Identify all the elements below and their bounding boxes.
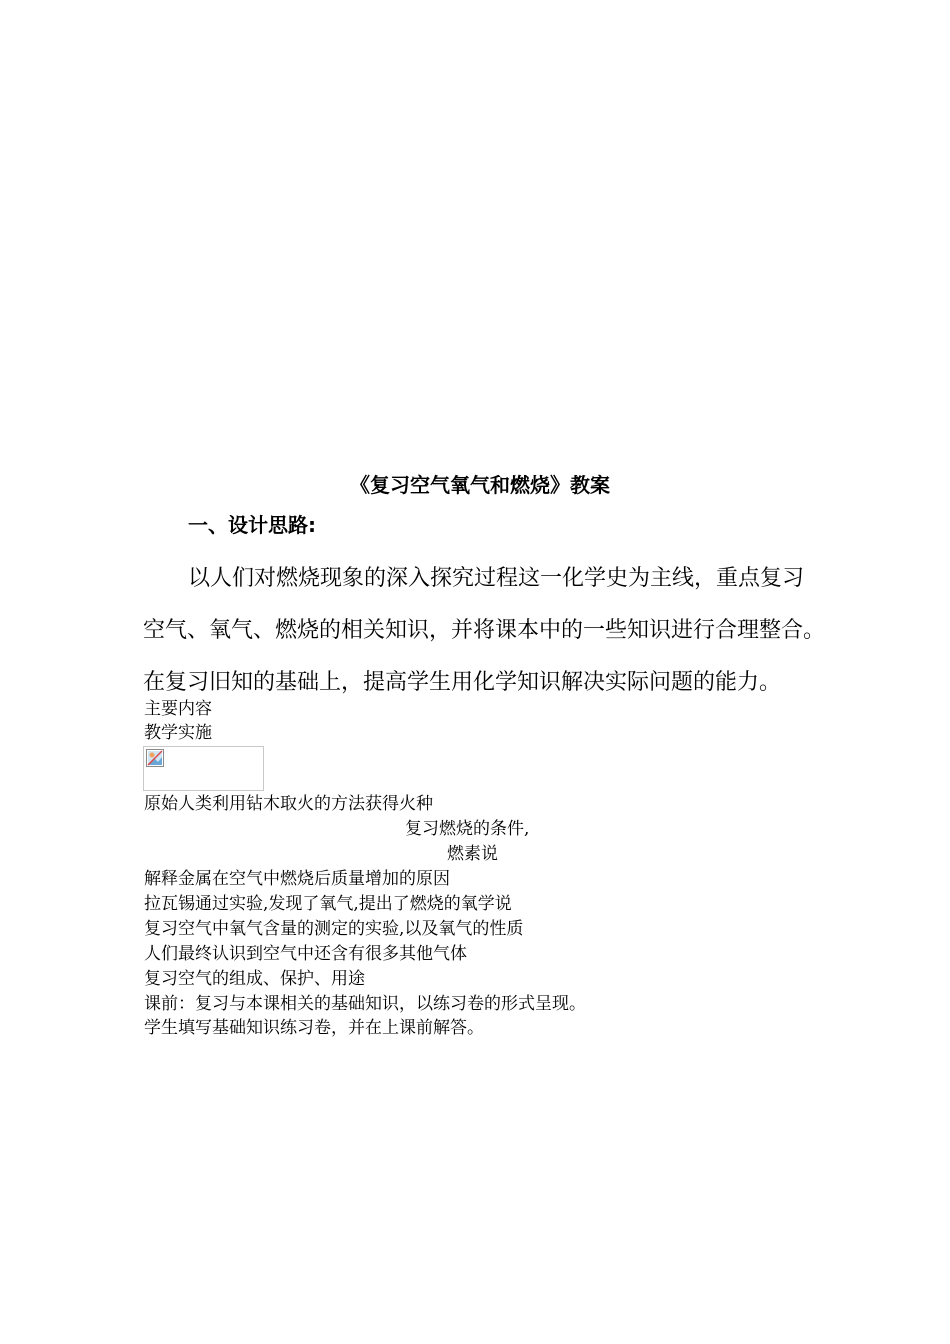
paragraph-line: 空气、氧气、燃烧的相关知识，并将课本中的一些知识进行合理整合。 xyxy=(143,618,826,643)
text-line: 学生填写基础知识练习卷，并在上课前解答。 xyxy=(144,1018,484,1038)
text-line: 复习燃烧的条件, xyxy=(405,819,530,839)
section-heading: 一、设计思路: xyxy=(188,513,316,537)
design-idea-paragraph xyxy=(143,553,826,709)
text-line: 复习空气中氧气含量的测定的实验,以及氧气的性质 xyxy=(144,919,524,939)
document-title: 《复习空气氧气和燃烧》教案 xyxy=(350,473,610,497)
paragraph-line: 在复习旧知的基础上，提高学生用化学知识解决实际问题的能力。 xyxy=(143,670,782,695)
label-main-content: 主要内容 xyxy=(144,699,212,719)
text-line: 课前：复习与本课相关的基础知识，以练习卷的形式呈现。 xyxy=(144,994,586,1014)
broken-image-icon xyxy=(146,749,164,767)
text-line: 拉瓦锡通过实验,发现了氧气,提出了燃烧的氧学说 xyxy=(144,894,512,914)
label-teaching: 教学实施 xyxy=(144,723,212,743)
paragraph-line: 以人们对燃烧现象的深入探究过程这一化学史为主线，重点复习 xyxy=(188,566,805,591)
broken-image-placeholder xyxy=(143,746,264,791)
text-line: 燃素说 xyxy=(447,844,498,864)
text-line: 人们最终认识到空气中还含有很多其他气体 xyxy=(144,944,467,964)
text-line: 原始人类利用钻木取火的方法获得火种 xyxy=(144,794,433,814)
text-line: 解释金属在空气中燃烧后质量增加的原因 xyxy=(144,869,450,889)
text-line: 复习空气的组成、保护、用途 xyxy=(144,969,365,989)
